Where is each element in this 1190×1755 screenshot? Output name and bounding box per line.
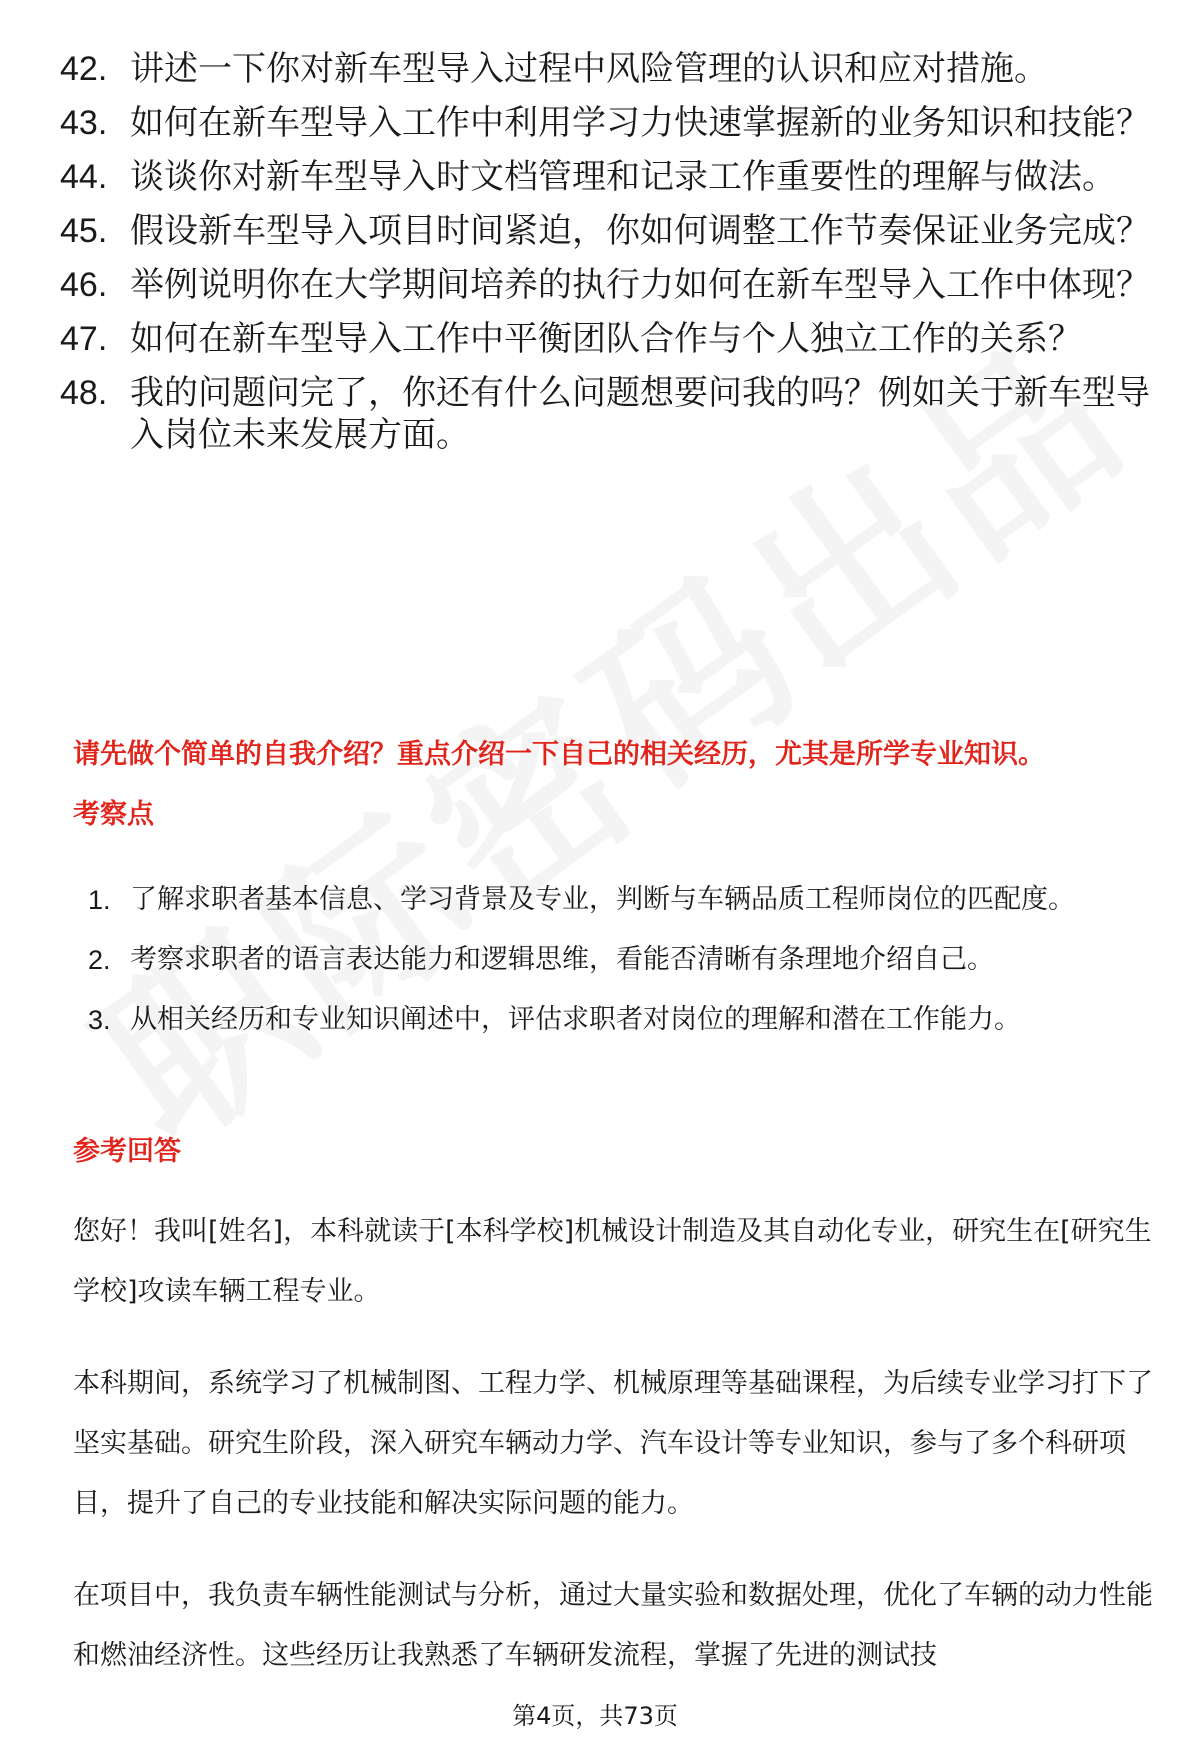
list-item: [60, 264, 1150, 306]
list-item: [60, 210, 1150, 252]
answer-paragraph: 本科期间，系统学习了机械制图、工程力学、机械原理等基础课程，为后续专业学习打下了坚实基础。研究生阶段，深入研究车辆动力学、汽车设计等专业知识，参与了多个科研项目，提升了自己的专业技能和解决实际问题的能力。: [73, 1368, 1153, 1519]
question-number: 44.: [60, 158, 108, 196]
point-number: 1.: [88, 885, 111, 915]
exam-points-title: 考察点: [73, 799, 154, 830]
question-number: 46.: [60, 266, 108, 304]
question-text: 如何在新车型导入工作中平衡团队合作与个人独立工作的关系？: [130, 319, 1082, 359]
question-text: 谈谈你对新车型导入时文档管理和记录工作重要性的理解与做法。: [130, 157, 1116, 197]
list-item: [60, 156, 1150, 198]
question-text: 举例说明你在大学期间培养的执行力如何在新车型导入工作中体现？: [130, 265, 1150, 305]
list-item: [88, 930, 1148, 990]
question-text: 讲述一下你对新车型导入过程中风险管理的认识和应对措施。: [130, 49, 1048, 89]
list-item: [60, 372, 1150, 456]
list-item: [60, 48, 1150, 90]
question-text: 如何在新车型导入工作中利用学习力快速掌握新的业务知识和技能？: [130, 103, 1150, 143]
list-item: [60, 318, 1150, 360]
question-list: [60, 48, 1150, 468]
answer-body: [73, 1202, 1163, 1718]
answer-title: 参考回答: [73, 1136, 181, 1167]
question-text: 假设新车型导入项目时间紧迫，你如何调整工作节奏保证业务完成？: [130, 211, 1150, 251]
question-number: 42.: [60, 50, 108, 88]
question-number: 47.: [60, 320, 108, 358]
page-footer: 第4页，共73页: [512, 1702, 678, 1730]
point-text: 从相关经历和专业知识阐述中，评估求职者对岗位的理解和潜在工作能力。: [130, 1004, 1021, 1035]
point-text: 考察求职者的语言表达能力和逻辑思维，看能否清晰有条理地介绍自己。: [130, 944, 994, 975]
question-number: 48.: [60, 374, 108, 412]
point-text: 了解求职者基本信息、学习背景及专业，判断与车辆品质工程师岗位的匹配度。: [130, 884, 1075, 915]
exam-points-list: [88, 870, 1148, 1050]
point-number: 3.: [88, 1005, 111, 1035]
question-text: 我的问题问完了，你还有什么问题想要问我的吗？例如关于新车型导入岗位未来发展方面。: [130, 373, 1150, 455]
point-number: 2.: [88, 945, 111, 975]
question-number: 45.: [60, 212, 108, 250]
list-item: [60, 102, 1150, 144]
answer-paragraph: 在项目中，我负责车辆性能测试与分析，通过大量实验和数据处理，优化了车辆的动力性能和燃油经济性。这些经历让我熟悉了车辆研发流程，掌握了先进的测试技: [73, 1580, 1153, 1671]
list-item: [88, 990, 1148, 1050]
interview-question-heading: 请先做个简单的自我介绍？重点介绍一下自己的相关经历，尤其是所学专业知识。: [73, 739, 1045, 770]
answer-paragraph: 您好！我叫[姓名]，本科就读于[本科学校]机械设计制造及其自动化专业，研究生在[研究生学校]攻读车辆工程专业。: [73, 1216, 1152, 1307]
list-item: [88, 870, 1148, 930]
question-number: 43.: [60, 104, 108, 142]
